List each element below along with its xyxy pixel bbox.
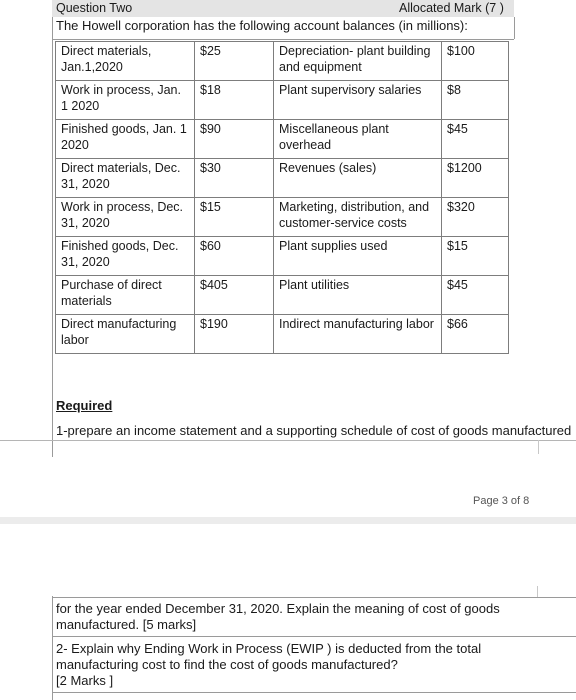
account-amount: $15	[195, 198, 274, 237]
requirement-2-marks: [2 Marks ]	[56, 673, 114, 688]
requirement-1-text: 1-prepare an income statement and a supporting schedule of cost of goods manufactured	[56, 423, 572, 438]
account-name: Depreciation- plant building and equipment	[274, 42, 442, 81]
account-amount: $15	[442, 237, 509, 276]
account-name: Direct materials, Jan.1,2020	[56, 42, 195, 81]
account-name: Plant supplies used	[274, 237, 442, 276]
account-amount: $100	[442, 42, 509, 81]
left-margin-line-page2	[52, 596, 53, 700]
account-name: Plant utilities	[274, 276, 442, 315]
table-row	[56, 276, 509, 315]
account-balances-table	[55, 41, 509, 354]
account-amount: $90	[195, 120, 274, 159]
account-name: Marketing, distribution, and customer-service costs	[274, 198, 442, 237]
account-name: Work in process, Jan. 1 2020	[56, 81, 195, 120]
requirement-2-underline	[52, 692, 576, 693]
account-name: Finished goods, Jan. 1 2020	[56, 120, 195, 159]
page-break-band	[0, 517, 576, 524]
table-row	[56, 315, 509, 354]
account-name: Revenues (sales)	[274, 159, 442, 198]
table-row	[56, 237, 509, 276]
page-footer	[0, 470, 576, 516]
account-amount: $8	[442, 81, 509, 120]
account-amount: $66	[442, 315, 509, 354]
account-amount: $60	[195, 237, 274, 276]
account-name: Plant supervisory salaries	[274, 81, 442, 120]
right-tick-mark	[538, 440, 539, 454]
question-title: Question Two	[56, 1, 133, 15]
intro-text: The Howell corporation has the following account balances (in millions):	[56, 18, 468, 33]
account-name: Miscellaneous plant overhead	[274, 120, 442, 159]
continuation-top-line	[52, 597, 576, 598]
account-amount: $45	[442, 276, 509, 315]
account-amount: $190	[195, 315, 274, 354]
table-row	[56, 81, 509, 120]
table-row	[56, 198, 509, 237]
account-amount: $320	[442, 198, 509, 237]
account-name: Purchase of direct materials	[56, 276, 195, 315]
account-name: Finished goods, Dec. 31, 2020	[56, 237, 195, 276]
table-row	[56, 42, 509, 81]
account-amount: $1200	[442, 159, 509, 198]
intro-underline	[52, 39, 514, 40]
account-amount: $405	[195, 276, 274, 315]
account-amount: $30	[195, 159, 274, 198]
account-name: Direct materials, Dec. 31, 2020	[56, 159, 195, 198]
required-heading: Required	[56, 398, 113, 413]
continuation-text: for the year ended December 31, 2020. Explain the meaning of cost of goods manufactured. [5 marks]	[56, 601, 500, 632]
left-margin-line	[52, 17, 53, 457]
requirement-1-underline	[0, 440, 576, 441]
requirement-2-text: 2- Explain why Ending Work in Process (EWIP ) is deducted from the total manufacturing cost to find the cost of goods manufactured?	[56, 641, 482, 672]
account-amount: $25	[195, 42, 274, 81]
account-amount: $18	[195, 81, 274, 120]
account-amount: $45	[442, 120, 509, 159]
continuation-divider	[52, 636, 576, 637]
account-name: Indirect manufacturing labor	[274, 315, 442, 354]
page-number: Page 3 of 8	[473, 495, 530, 507]
table-row	[56, 159, 509, 198]
right-margin-line-top	[514, 17, 515, 39]
table-row	[56, 120, 509, 159]
account-name: Work in process, Dec. 31, 2020	[56, 198, 195, 237]
account-name: Direct manufacturing labor	[56, 315, 195, 354]
allocated-mark: Allocated Mark (7 )	[399, 1, 504, 15]
